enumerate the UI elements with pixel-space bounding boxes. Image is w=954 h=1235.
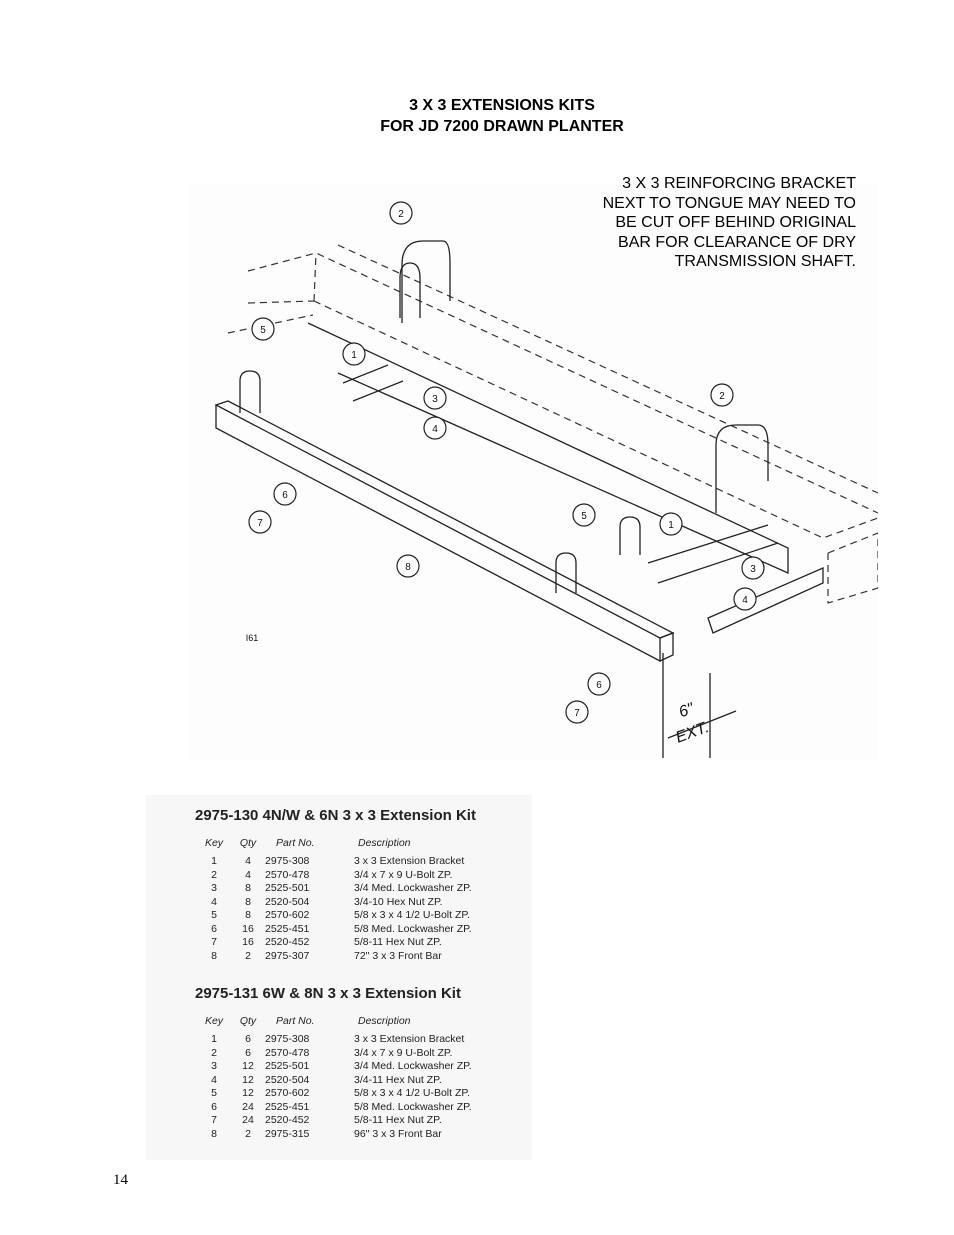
header-key: Key [204, 837, 224, 849]
header-key: Key [204, 1015, 224, 1027]
row-part: 2975-315 [265, 1127, 310, 1140]
table-row [146, 923, 532, 936]
row-key: 7 [211, 1114, 217, 1126]
row-qty: 16 [242, 936, 254, 948]
row-part: 2520-452 [265, 1114, 310, 1126]
u-bolt-5-left [400, 263, 420, 318]
row-part: 2570-602 [265, 1087, 310, 1099]
frame-left-lower [248, 301, 314, 303]
row-part: 2520-504 [265, 1073, 310, 1086]
row-desc: 3/4-10 Hex Nut ZP. [354, 895, 443, 908]
row-desc: 5/8 Med. Lockwasher ZP. [354, 922, 472, 935]
note-line: 3 X 3 REINFORCING BRACKET [622, 175, 856, 192]
dimension-value: 6" [676, 700, 697, 722]
table-row [146, 869, 532, 882]
callout-label: 1 [351, 350, 357, 361]
row-desc: 5/8 Med. Lockwasher ZP. [354, 1100, 472, 1113]
table-row [146, 909, 532, 922]
parts-lists [146, 795, 532, 1160]
callout-label: 6 [596, 680, 602, 691]
bracket-plate-right [708, 568, 823, 633]
callout-label: 3 [750, 564, 756, 575]
header-qty: Qty [239, 837, 257, 849]
callout-label: 2 [719, 391, 725, 402]
bracket-left-lines [343, 365, 403, 401]
row-desc: 3 x 3 Extension Bracket [354, 1033, 465, 1045]
callout-label: 8 [405, 562, 411, 573]
page-title [0, 95, 954, 137]
callout-label: 4 [432, 424, 438, 435]
front-bar-side [216, 405, 660, 661]
callout-label: 1 [668, 520, 674, 531]
row-part: 2520-504 [265, 895, 310, 908]
row-key: 5 [211, 1087, 217, 1099]
row-part: 2525-501 [265, 1060, 310, 1072]
table-row [146, 1114, 532, 1127]
row-key: 4 [211, 1073, 217, 1086]
row-desc: 5/8-11 Hex Nut ZP. [354, 1114, 442, 1126]
row-qty: 8 [245, 882, 251, 894]
row-qty: 12 [242, 1060, 254, 1072]
row-desc: 96" 3 x 3 Front Bar [354, 1127, 442, 1140]
row-desc: 3/4 x 7 x 9 U-Bolt ZP. [354, 1046, 453, 1059]
front-bar-end [660, 633, 673, 661]
row-desc: 3/4 x 7 x 9 U-Bolt ZP. [354, 868, 453, 881]
row-qty: 8 [245, 895, 251, 908]
callout-label: 7 [574, 708, 580, 719]
callout-label: 6 [282, 490, 288, 501]
row-key: 7 [211, 936, 217, 948]
table-row [146, 1047, 532, 1060]
header-part: Part No. [276, 1015, 315, 1027]
row-part: 2520-452 [265, 936, 310, 948]
page-number: 14 [113, 1172, 128, 1188]
row-key: 3 [211, 1060, 217, 1072]
row-part: 2525-451 [265, 1100, 310, 1113]
callout-label: 4 [742, 595, 748, 606]
table-row [146, 855, 532, 868]
row-desc: 3/4 Med. Lockwasher ZP. [354, 1060, 472, 1072]
frame-left-post [314, 253, 316, 301]
table-header [146, 1015, 532, 1028]
row-key: 6 [211, 922, 217, 935]
row-desc: 5/8 x 3 x 4 1/2 U-Bolt ZP. [354, 909, 470, 921]
row-part: 2570-478 [265, 868, 310, 881]
header-part: Part No. [276, 837, 315, 849]
kit-title: 2975-131 6W & 8N 3 x 3 Extension Kit [195, 985, 461, 1002]
table-row [146, 882, 532, 895]
callout-label: 3 [432, 394, 438, 405]
row-key: 8 [211, 1127, 217, 1140]
table-row [146, 950, 532, 963]
row-key: 5 [211, 909, 217, 921]
callout-label: 2 [398, 209, 404, 220]
table-row [146, 1128, 532, 1141]
row-qty: 2 [245, 1127, 251, 1140]
row-desc: 5/8 x 3 x 4 1/2 U-Bolt ZP. [354, 1087, 470, 1099]
note-line: TRANSMISSION SHAFT. [674, 253, 856, 270]
frame-front-edge [314, 301, 878, 538]
row-qty: 6 [245, 1046, 251, 1059]
row-part: 2975-307 [265, 949, 310, 962]
note-line: BE CUT OFF BEHIND ORIGINAL [615, 214, 856, 231]
frame-top-edge [248, 253, 878, 513]
row-part: 2975-308 [265, 1033, 310, 1045]
table-row [146, 936, 532, 949]
row-part: 2525-501 [265, 882, 310, 894]
callout-label: 5 [581, 511, 587, 522]
dimension-label: EXT. [673, 718, 712, 747]
u-bolt-5-left-front [240, 371, 260, 413]
u-bolt-2-left [402, 241, 450, 323]
header-qty: Qty [239, 1015, 257, 1027]
frame-end-box [828, 533, 878, 603]
row-part: 2570-478 [265, 1046, 310, 1059]
row-qty: 6 [245, 1033, 251, 1045]
front-bar-top [216, 401, 673, 638]
row-desc: 72" 3 x 3 Front Bar [354, 949, 442, 962]
table-row [146, 1101, 532, 1114]
callout-label: 7 [257, 518, 263, 529]
row-desc: 5/8-11 Hex Nut ZP. [354, 936, 442, 948]
kit-title: 2975-130 4N/W & 6N 3 x 3 Extension Kit [195, 807, 476, 824]
row-part: 2975-308 [265, 855, 310, 867]
row-qty: 8 [245, 909, 251, 921]
row-key: 3 [211, 882, 217, 894]
row-desc: 3 x 3 Extension Bracket [354, 855, 465, 867]
row-key: 1 [211, 855, 217, 867]
row-key: 4 [211, 895, 217, 908]
title-line-2: FOR JD 7200 DRAWN PLANTER [380, 118, 624, 135]
row-qty: 16 [242, 922, 254, 935]
dimension-lines [663, 653, 736, 758]
title-line-1: 3 X 3 EXTENSIONS KITS [409, 97, 595, 114]
row-key: 8 [211, 949, 217, 962]
row-qty: 24 [242, 1100, 254, 1113]
row-desc: 3/4-11 Hex Nut ZP. [354, 1073, 442, 1086]
table-row [146, 1087, 532, 1100]
table-row [146, 1060, 532, 1073]
header-desc: Description [358, 837, 411, 849]
note-line: BAR FOR CLEARANCE OF DRY [618, 233, 856, 251]
callout-label: 5 [260, 325, 266, 336]
row-key: 6 [211, 1100, 217, 1113]
row-desc: 3/4 Med. Lockwasher ZP. [354, 882, 472, 894]
row-key: 2 [211, 1046, 217, 1059]
row-qty: 12 [242, 1073, 254, 1086]
row-qty: 2 [245, 949, 251, 962]
header-desc: Description [358, 1015, 411, 1027]
row-qty: 24 [242, 1114, 254, 1126]
u-bolt-5-right [620, 517, 640, 555]
row-key: 1 [211, 1033, 217, 1045]
drawing-code: I61 [245, 633, 259, 643]
note-line: NEXT TO TONGUE MAY NEED TO [602, 194, 856, 212]
table-row [146, 896, 532, 909]
row-part: 2525-451 [265, 922, 310, 935]
table-header [146, 837, 532, 850]
row-qty: 12 [242, 1087, 254, 1099]
row-qty: 4 [245, 855, 251, 867]
table-row [146, 1074, 532, 1087]
clearance-note [560, 174, 856, 272]
row-part: 2570-602 [265, 909, 310, 921]
row-qty: 4 [245, 868, 251, 881]
table-row [146, 1033, 532, 1046]
frame-back-edge [338, 245, 878, 493]
row-key: 2 [211, 868, 217, 881]
